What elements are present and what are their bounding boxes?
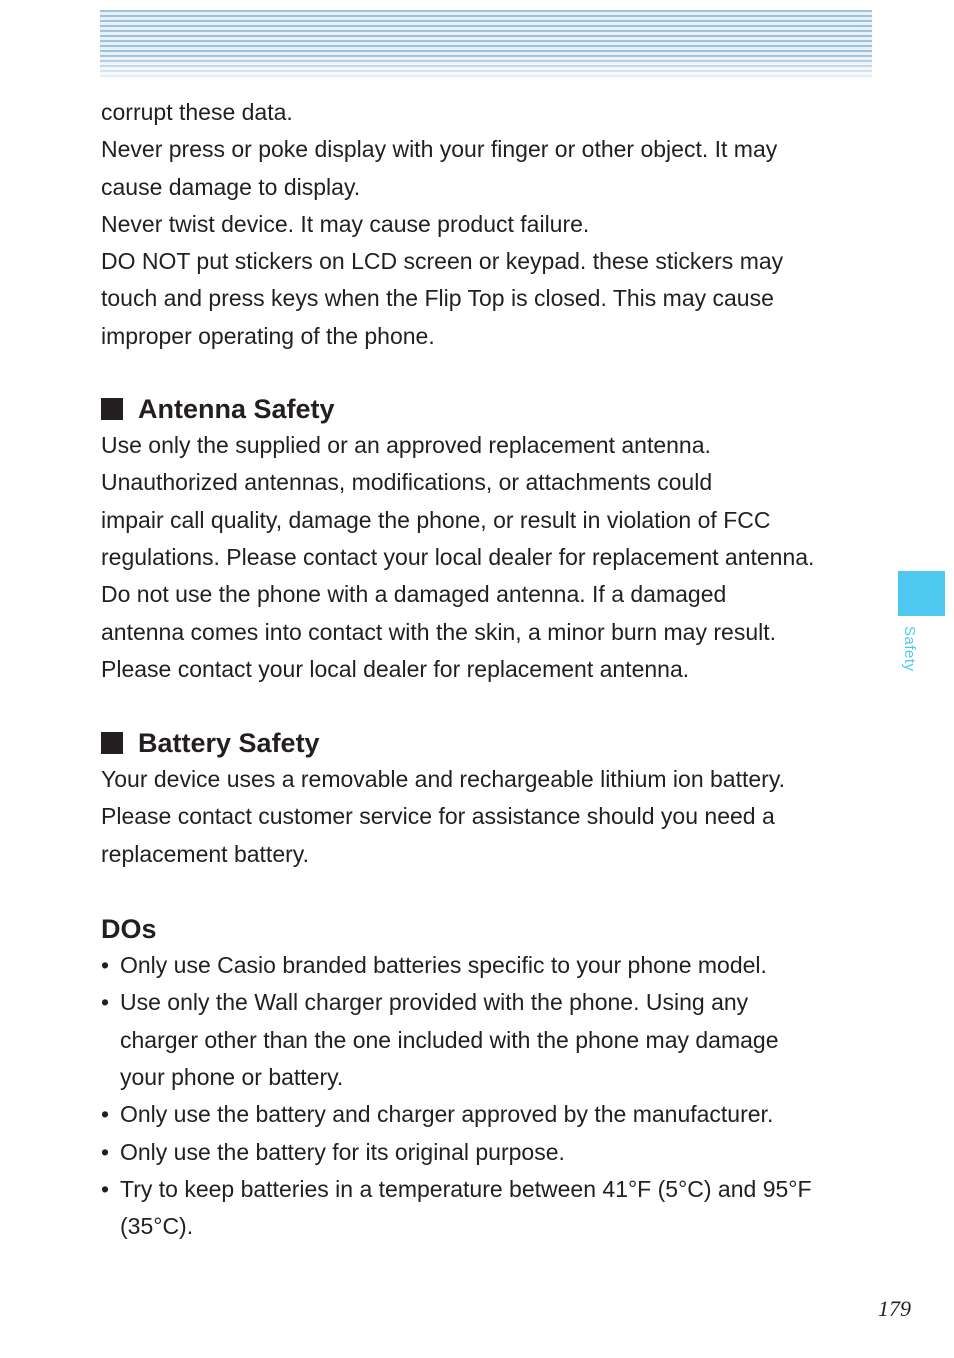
- list-item-line: Only use Casio branded batteries specific to your phone model.: [120, 952, 767, 979]
- text-line: Please contact your local dealer for replacement antenna.: [101, 655, 690, 682]
- list-item: [101, 1096, 881, 1133]
- text-line: antenna comes into contact with the skin, a minor burn may result.: [101, 618, 776, 645]
- list-item: [101, 947, 881, 984]
- bullet-icon: •: [101, 952, 110, 979]
- text-line: Unauthorized antennas, modifications, or attachments could: [101, 469, 713, 496]
- section-tab-marker: [898, 571, 945, 616]
- list-item-line: Only use the battery for its original purpose.: [120, 1138, 565, 1165]
- list-item-line: your phone or battery.: [120, 1063, 344, 1090]
- bullet-icon: •: [101, 1138, 110, 1165]
- text-line: touch and press keys when the Flip Top is closed. This may cause: [101, 285, 774, 312]
- text-line: regulations. Please contact your local dealer for replacement antenna.: [101, 543, 815, 570]
- section-tab-label: Safety: [901, 626, 918, 672]
- list-item-line: charger other than the one included with the phone may damage: [120, 1026, 779, 1053]
- list-item-line: Try to keep batteries in a temperature between 41°F (5°C) and 95°F: [120, 1175, 812, 1202]
- text-line: DO NOT put stickers on LCD screen or keypad. these stickers may: [101, 248, 784, 275]
- heading-text: DOs: [101, 914, 157, 945]
- text-line: improper operating of the phone.: [101, 322, 435, 349]
- text-line: Never press or poke display with your finger or other object. It may: [101, 136, 778, 163]
- list-item: [101, 1171, 881, 1246]
- heading-text: Antenna Safety: [138, 394, 335, 425]
- black-square-icon: [101, 398, 123, 420]
- list-item-line: Use only the Wall charger provided with the phone. Using any: [120, 989, 749, 1016]
- heading-text: Battery Safety: [138, 728, 320, 759]
- header-stripe-bar: [100, 10, 872, 80]
- antenna-safety-heading: [101, 391, 881, 427]
- text-line: Use only the supplied or an approved replacement antenna.: [101, 432, 711, 459]
- text-line: Never twist device. It may cause product failure.: [101, 210, 590, 237]
- antenna-safety-text: [101, 427, 881, 688]
- text-line: impair call quality, damage the phone, or result in violation of FCC: [101, 506, 771, 533]
- text-line: replacement battery.: [101, 840, 309, 867]
- page-content: [101, 94, 881, 1245]
- list-item-line: (35°C).: [120, 1213, 194, 1240]
- battery-safety-text: [101, 761, 881, 873]
- list-item: [101, 1134, 881, 1171]
- intro-text: [101, 94, 881, 355]
- bullet-icon: •: [101, 1175, 110, 1202]
- dos-list: [101, 947, 881, 1245]
- list-item: [101, 984, 881, 1096]
- text-line: Please contact customer service for assistance should you need a: [101, 803, 775, 830]
- battery-safety-heading: [101, 725, 881, 761]
- bullet-icon: •: [101, 1101, 110, 1128]
- bullet-icon: •: [101, 989, 110, 1016]
- text-line: cause damage to display.: [101, 173, 361, 200]
- page-number: 179: [878, 1296, 911, 1321]
- text-line: corrupt these data.: [101, 99, 293, 125]
- list-item-line: Only use the battery and charger approved by the manufacturer.: [120, 1101, 774, 1128]
- text-line: Your device uses a removable and rechargeable lithium ion battery.: [101, 766, 786, 793]
- text-line: Do not use the phone with a damaged antenna. If a damaged: [101, 581, 727, 608]
- black-square-icon: [101, 732, 123, 754]
- dos-heading: [101, 911, 881, 947]
